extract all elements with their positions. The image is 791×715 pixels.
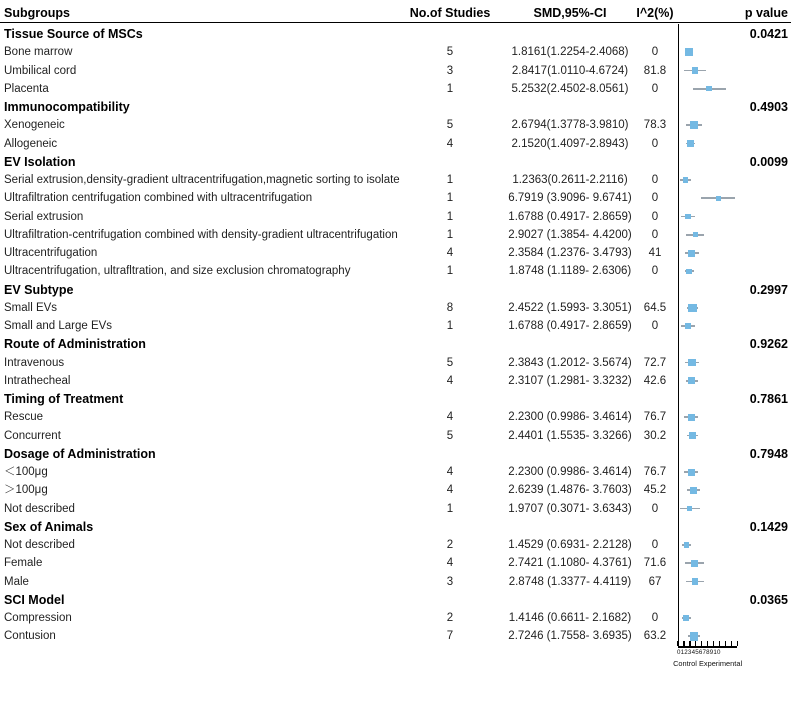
row-i-squared: 63.2 (643, 630, 667, 643)
row-smd-ci: 1.2363(0.2611-2.2116) (512, 174, 628, 186)
table-header (0, 5, 791, 23)
row-subgroup-label: Umbilical cord (4, 64, 77, 77)
row-subgroup-label: Ultracentrifugation, ultrafltration, and size exclusion chromatography (4, 265, 351, 278)
row-no-of-studies: 4 (446, 137, 454, 150)
row-i-squared: 76.7 (643, 411, 667, 424)
row-i-squared: 0 (651, 82, 659, 95)
table-row (0, 428, 791, 444)
row-smd-ci: 2.8748 (1.3377- 4.4119) (508, 575, 632, 588)
row-smd-ci: 1.6788 (0.4917- 2.8659) (508, 320, 632, 332)
row-no-of-studies: 1 (446, 265, 454, 278)
row-subgroup-label: Contusion (4, 630, 56, 643)
row-smd-ci: 2.7421 (1.1080- 4.3761) (508, 557, 632, 570)
row-i-squared: 42.6 (643, 374, 667, 387)
header-p-value: p value (744, 6, 788, 20)
row-p-value: 0.1429 (749, 519, 788, 534)
row-smd-ci: 2.8417(1.0110-4.6724) (511, 64, 629, 77)
row-subgroup-label: Small EVs (4, 301, 58, 314)
header-subgroups: Subgroups (4, 6, 70, 20)
row-subgroup-label: Timing of Treatment (4, 392, 124, 406)
row-p-value: 0.0099 (749, 154, 788, 169)
row-i-squared: 0 (651, 174, 659, 186)
row-p-value: 0.7861 (749, 392, 788, 406)
row-no-of-studies: 3 (446, 64, 454, 77)
row-i-squared: 76.7 (643, 466, 667, 478)
row-i-squared: 81.8 (643, 64, 667, 77)
row-subgroup-label: ＜100μg (4, 466, 48, 478)
table-row (0, 81, 791, 97)
row-no-of-studies: 4 (446, 411, 454, 424)
row-no-of-studies: 1 (446, 210, 454, 223)
subgroup-header-row (0, 99, 791, 115)
row-no-of-studies: 7 (446, 630, 454, 643)
x-axis-line (678, 646, 737, 648)
row-no-of-studies: 1 (446, 192, 454, 205)
row-p-value: 0.0365 (749, 592, 788, 607)
row-subgroup-label: Xenogeneic (4, 119, 65, 132)
row-smd-ci: 2.7246 (1.7558- 3.6935) (508, 630, 632, 643)
subgroup-header-row (0, 336, 791, 352)
row-subgroup-label: EV Isolation (4, 154, 76, 169)
row-subgroup-label: Compression (4, 612, 72, 624)
row-smd-ci: 2.4401 (1.5535- 3.3266) (508, 429, 632, 442)
row-smd-ci: 2.3107 (1.2981- 3.3232) (508, 374, 632, 387)
table-row (0, 263, 791, 279)
row-smd-ci: 1.4146 (0.6611- 2.1682) (508, 612, 632, 624)
row-p-value: 0.2997 (749, 282, 788, 297)
row-subgroup-label: Serial extrusion,density-gradient ultracentrifugation,magnetic sorting to isolate (4, 174, 400, 186)
table-row (0, 172, 791, 188)
row-i-squared: 67 (648, 575, 662, 588)
row-smd-ci: 1.8161(1.2254-2.4068) (511, 46, 629, 59)
table-row (0, 537, 791, 553)
row-subgroup-label: Female (4, 557, 43, 570)
table-row (0, 136, 791, 152)
row-no-of-studies: 1 (446, 174, 454, 186)
row-smd-ci: 2.2300 (0.9986- 3.4614) (508, 466, 632, 478)
row-i-squared: 0 (651, 265, 659, 278)
row-no-of-studies: 2 (446, 539, 454, 551)
row-subgroup-label: Sex of Animals (4, 519, 94, 534)
row-subgroup-label: Ultrafiltration-centrifugation combined with density-gradient ultracentrifugation (4, 228, 398, 241)
row-smd-ci: 2.9027 (1.3854- 4.4200) (508, 228, 632, 241)
table-row (0, 574, 791, 590)
row-no-of-studies: 5 (446, 356, 454, 369)
row-no-of-studies: 1 (446, 82, 454, 95)
subgroup-header-row (0, 446, 791, 462)
row-i-squared: 78.3 (643, 119, 667, 132)
row-no-of-studies: 4 (446, 557, 454, 570)
row-i-squared: 0 (651, 46, 659, 59)
table-row (0, 63, 791, 79)
table-row (0, 44, 791, 60)
subgroup-header-row (0, 391, 791, 407)
row-i-squared: 45.2 (643, 484, 667, 497)
row-subgroup-label: Immunocompatibility (4, 100, 130, 114)
row-i-squared: 30.2 (643, 429, 667, 442)
table-row (0, 464, 791, 480)
row-subgroup-label: Not described (4, 502, 75, 515)
row-no-of-studies: 8 (446, 301, 454, 314)
header-divider (0, 22, 791, 23)
row-i-squared: 72.7 (643, 356, 667, 369)
row-smd-ci: 2.6239 (1.4876- 3.7603) (508, 484, 632, 497)
row-smd-ci: 2.2300 (0.9986- 3.4614) (508, 411, 632, 424)
table-row (0, 409, 791, 425)
table-row (0, 555, 791, 571)
row-no-of-studies: 4 (446, 484, 454, 497)
row-smd-ci: 2.3843 (1.2012- 3.5674) (508, 356, 632, 369)
row-i-squared: 71.6 (643, 557, 667, 570)
row-smd-ci: 1.6788 (0.4917- 2.8659) (508, 210, 632, 223)
row-subgroup-label: Intravenous (4, 356, 65, 369)
row-subgroup-label: Rescue (4, 411, 43, 424)
row-no-of-studies: 4 (446, 374, 454, 387)
row-subgroup-label: Placenta (4, 82, 49, 95)
row-subgroup-label: Dosage of Administration (4, 446, 156, 461)
row-subgroup-label: Bone marrow (4, 46, 73, 59)
row-smd-ci: 6.7919 (3.9096- 9.6741) (508, 192, 632, 205)
row-subgroup-label: Route of Administration (4, 337, 146, 352)
row-no-of-studies: 4 (446, 247, 454, 259)
table-row (0, 209, 791, 225)
row-no-of-studies: 3 (446, 575, 454, 588)
table-row (0, 227, 791, 243)
row-subgroup-label: Concurrent (4, 429, 61, 442)
row-p-value: 0.4903 (749, 100, 788, 114)
row-subgroup-label: EV Subtype (4, 282, 74, 297)
table-row (0, 373, 791, 389)
table-row (0, 300, 791, 316)
row-subgroup-label: Allogeneic (4, 137, 58, 150)
x-axis-caption: Control Experimental (673, 659, 743, 669)
row-i-squared: 0 (651, 137, 659, 150)
header-i-squared: I^2(%) (636, 6, 674, 20)
row-no-of-studies: 5 (446, 429, 454, 442)
row-smd-ci: 1.8748 (1.1189- 2.6306) (508, 265, 632, 278)
row-i-squared: 64.5 (643, 301, 667, 314)
subgroup-header-row (0, 282, 791, 298)
subgroup-header-row (0, 519, 791, 535)
table-row (0, 245, 791, 261)
row-smd-ci: 2.4522 (1.5993- 3.3051) (508, 301, 632, 314)
row-subgroup-label: Ultrafiltration centrifugation combined with ultracentrifugation (4, 192, 313, 205)
row-subgroup-label: Intrathecheal (4, 374, 71, 387)
table-row (0, 501, 791, 517)
row-smd-ci: 2.6794(1.3778-3.9810) (511, 119, 629, 132)
row-no-of-studies: 1 (446, 320, 454, 332)
row-smd-ci: 5.2532(2.4502-8.0561) (511, 82, 629, 95)
row-i-squared: 41 (648, 247, 662, 259)
table-row (0, 117, 791, 133)
x-axis-tick-labels: 012345678910 (677, 649, 721, 657)
row-p-value: 0.7948 (749, 446, 788, 461)
row-p-value: 0.0421 (749, 27, 788, 41)
table-row (0, 318, 791, 334)
row-subgroup-label: Small and Large EVs (4, 320, 113, 332)
table-row (0, 482, 791, 498)
row-smd-ci: 2.1520(1.4097-2.8943) (511, 137, 629, 150)
row-i-squared: 0 (651, 320, 659, 332)
row-no-of-studies: 1 (446, 228, 454, 241)
row-subgroup-label: ＞100μg (4, 484, 48, 497)
row-no-of-studies: 5 (446, 46, 454, 59)
row-no-of-studies: 4 (446, 466, 454, 478)
row-smd-ci: 2.3584 (1.2376- 3.4793) (508, 247, 632, 259)
row-smd-ci: 1.9707 (0.3071- 3.6343) (508, 502, 632, 515)
subgroup-header-row (0, 26, 791, 42)
row-subgroup-label: Tissue Source of MSCs (4, 27, 143, 41)
header-smd-ci: SMD,95%-CI (533, 6, 607, 20)
row-i-squared: 0 (651, 228, 659, 241)
row-i-squared: 0 (651, 192, 659, 205)
row-smd-ci: 1.4529 (0.6931- 2.2128) (508, 539, 632, 551)
row-i-squared: 0 (651, 539, 659, 551)
subgroup-header-row (0, 592, 791, 608)
row-subgroup-label: Male (4, 575, 29, 588)
row-subgroup-label: Serial extrusion (4, 210, 84, 223)
row-no-of-studies: 1 (446, 502, 454, 515)
row-i-squared: 0 (651, 210, 659, 223)
table-row (0, 610, 791, 626)
row-i-squared: 0 (651, 612, 659, 624)
table-row (0, 190, 791, 206)
row-no-of-studies: 2 (446, 612, 454, 624)
row-subgroup-label: Ultracentrifugation (4, 247, 98, 259)
row-p-value: 0.9262 (749, 337, 788, 352)
table-row (0, 628, 791, 644)
subgroup-header-row (0, 154, 791, 170)
table-row (0, 355, 791, 371)
row-i-squared: 0 (651, 502, 659, 515)
row-subgroup-label: Not described (4, 539, 75, 551)
row-subgroup-label: SCI Model (4, 592, 65, 607)
row-no-of-studies: 5 (446, 119, 454, 132)
header-no-of-studies: No.of Studies (409, 6, 491, 20)
